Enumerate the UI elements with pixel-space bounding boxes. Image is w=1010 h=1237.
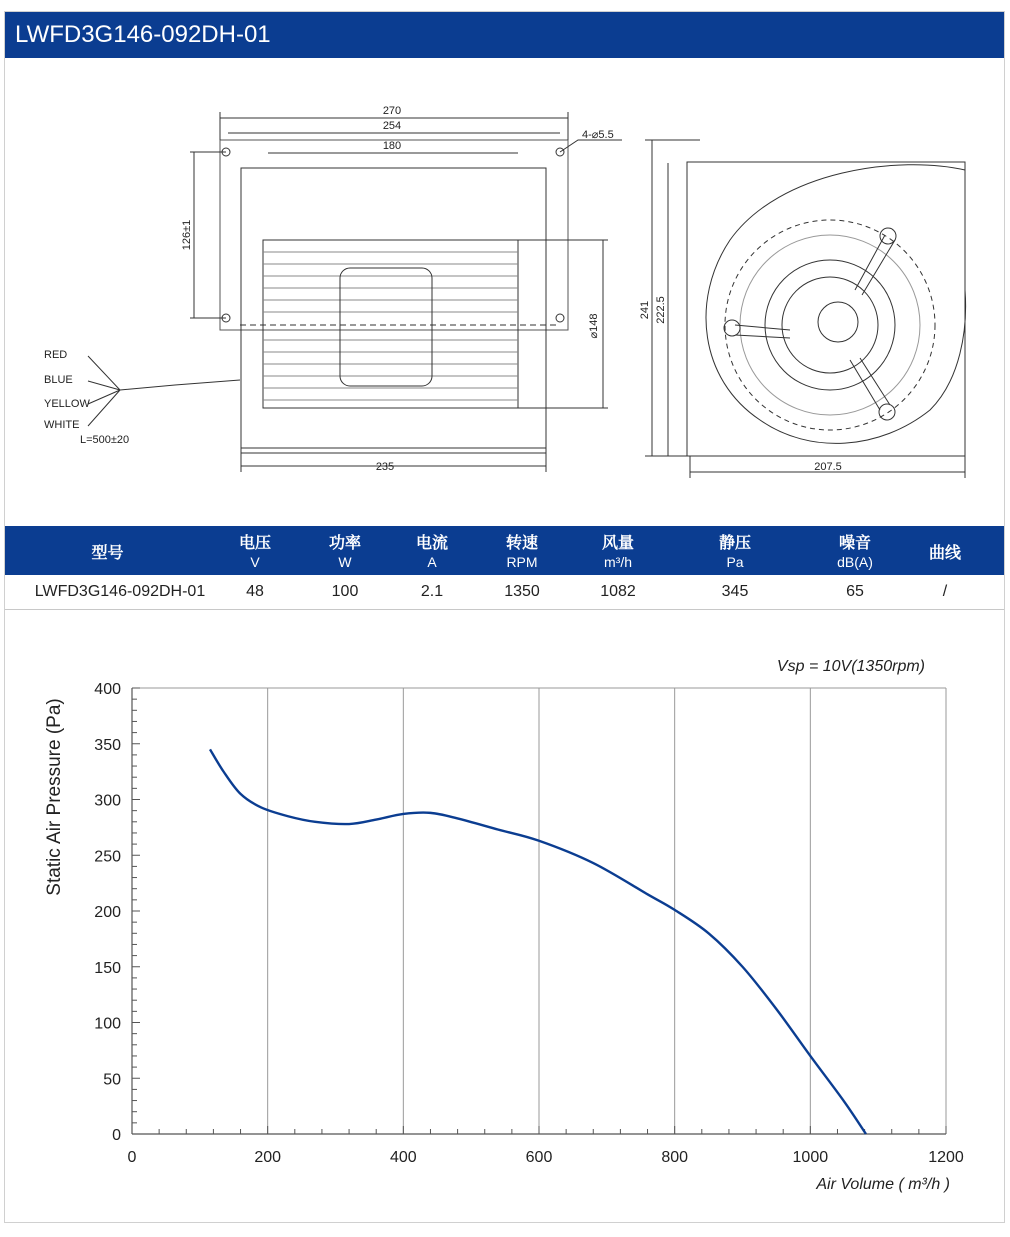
grid-layer [268, 688, 946, 1134]
wire-yellow: YELLOW [44, 398, 90, 410]
header-noise: 噪音 dB(A) [837, 533, 873, 570]
dimension-drawing [0, 60, 1010, 526]
header-model: 型号 [91, 543, 124, 562]
front-housing [241, 168, 546, 453]
chart-annotation: Vsp = 10V(1350rpm) [776, 658, 925, 675]
y-tick-label: 300 [94, 792, 121, 810]
header-speed: 转速 RPM [505, 533, 538, 570]
y-tick-label: 400 [94, 681, 121, 698]
shaft-hub [818, 302, 858, 342]
y-tick-label: 350 [94, 736, 121, 754]
pq-curve-chart [0, 612, 1010, 1222]
y-tick-label: 200 [94, 904, 121, 921]
y-tick-label: 50 [103, 1071, 121, 1089]
y-axis-label: Static Air Pressure (Pa) [44, 698, 65, 896]
hole-note: 4-⌀5.5 [582, 129, 614, 141]
dim-235: 235 [375, 461, 395, 473]
cell-voltage: 48 [246, 583, 264, 600]
x-tick-label: 800 [661, 1149, 689, 1166]
header-pressure: 静压 Pa [718, 533, 751, 570]
header-current: 电流 A [415, 533, 448, 570]
cell-current: 2.1 [420, 583, 444, 600]
y-tick-label: 150 [94, 959, 121, 977]
cell-speed: 1350 [504, 583, 540, 600]
y-tick-label: 250 [94, 848, 121, 866]
dim-207-5: 207.5 [814, 461, 842, 473]
volute [706, 165, 966, 444]
x-axis-label: Air Volume ( m³/h ) [816, 1176, 950, 1193]
x-tick-label: 0 [127, 1149, 137, 1166]
motor-hub [340, 268, 432, 386]
mount-hole [556, 314, 564, 322]
axis-layer [94, 681, 964, 1166]
dim-126: 126±1 [181, 219, 193, 251]
y-tick-label: 0 [112, 1127, 121, 1144]
spec-table-header [5, 526, 1004, 575]
spec-table-row [5, 575, 1004, 610]
series-layer [210, 749, 866, 1134]
fin-lines [263, 252, 518, 400]
dim-270: 270 [382, 105, 402, 117]
wire-white: WHITE [44, 419, 80, 431]
side-housing [687, 162, 965, 456]
cell-model: LWFD3G146-092DH-01 [34, 583, 206, 600]
wire-red: RED [44, 349, 68, 361]
dim-diameter: ⌀148 [588, 313, 600, 339]
page-title: LWFD3G146-092DH-01 [5, 12, 1004, 58]
x-tick-label: 1200 [928, 1149, 964, 1166]
header-curve: 曲线 [928, 543, 961, 562]
pq-curve-line [210, 749, 866, 1134]
impeller-outer [725, 220, 935, 430]
header-airflow: 风量 m³/h [601, 533, 634, 570]
cell-curve: / [942, 583, 948, 600]
cell-pressure: 345 [721, 583, 749, 600]
header-power: 功率 W [328, 533, 361, 570]
x-tick-label: 200 [254, 1149, 282, 1166]
x-tick-label: 600 [525, 1149, 553, 1166]
x-tick-label: 400 [389, 1149, 417, 1166]
dim-254: 254 [382, 120, 402, 132]
y-tick-label: 100 [94, 1015, 121, 1033]
dim-222-5: 222.5 [655, 296, 667, 324]
cable [120, 380, 240, 390]
cell-airflow: 1082 [600, 583, 636, 600]
motor-body [263, 240, 518, 408]
dim-241: 241 [639, 300, 651, 320]
dim-180: 180 [382, 140, 402, 152]
x-tick-label: 1000 [792, 1149, 829, 1166]
wire-blue: BLUE [44, 374, 73, 386]
header-voltage: 电压 V [238, 533, 271, 570]
cell-power: 100 [331, 583, 359, 600]
cell-noise: 65 [846, 583, 864, 600]
cable-length: L=500±20 [80, 434, 130, 446]
